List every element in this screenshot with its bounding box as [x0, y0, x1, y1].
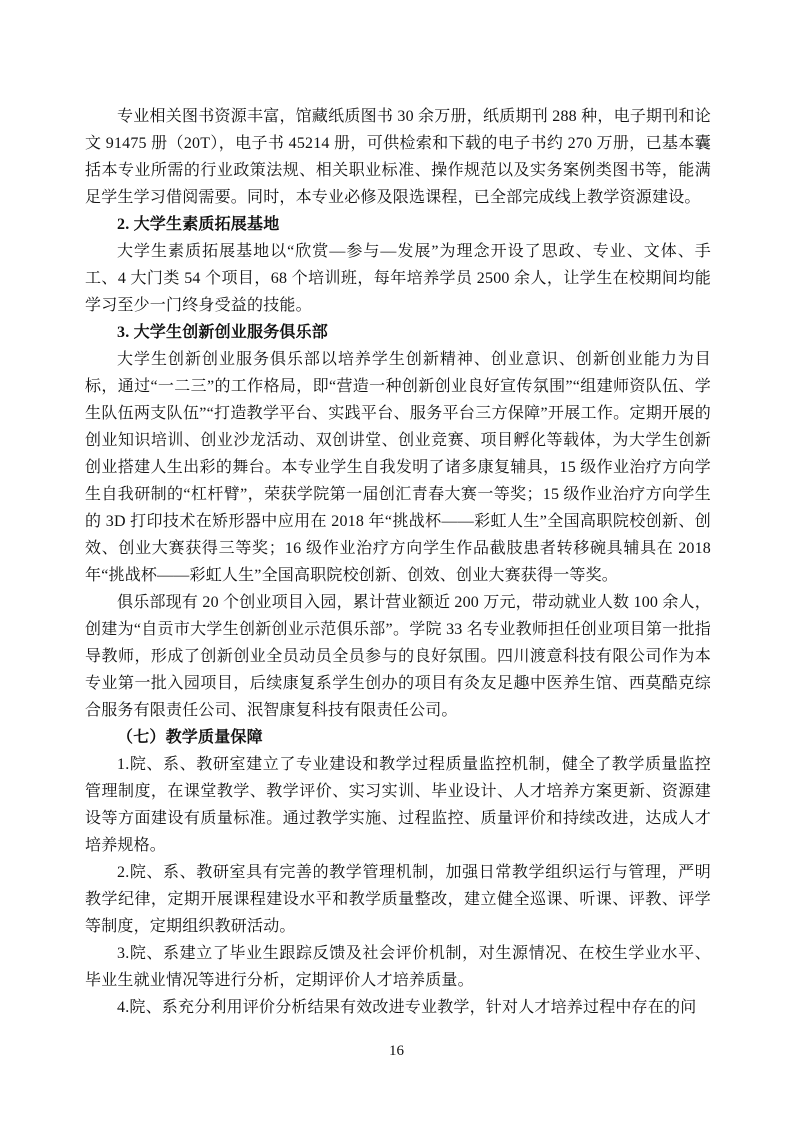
body-paragraph: 大学生创新创业服务俱乐部以培养学生创新精神、创业意识、创新创业能力为目标，通过“一二三”的工作格局，即“营造一种创新创业良好宣传氛围”“组建师资队伍、学生队伍两支队伍”“打造教学平台、实践平台、服务平台三方保障”开展工作。定期开展的创业知识培训、创业沙龙活动、双创讲堂、创业竞赛、项目孵化等载体，为大学生创新创业搭建人生出彩的舞台。本专业学生自我发明了诸多康复辅具，15 级作业治疗方向学生自我研制的“杠杆臂”，荣获学院第一届创汇青春大赛一等奖；15 级作业治疗方向学生的 3D 打印技术在矫形器中应用在 2018 年“挑战杯——彩虹人生”全国高职院校创新、创效、创业大赛获得三等奖；16 级作业治疗方向学生作品截肢患者转移碗具辅具在 2018 年“挑战杯——彩虹人生”全国高职院校创新、创效、创业大赛获得一等奖。 — [85, 351, 711, 584]
page-number: 16 — [389, 1043, 404, 1059]
body-paragraph: 1.院、系、教研室建立了专业建设和教学过程质量监控机制，健全了教学质量监控管理制度，在课堂教学、教学评价、实习实训、毕业设计、人才培养方案更新、资源建设等方面建设有质量标准。通过教学实施、过程监控、质量评价和持续改进，达成人才培养规格。 — [85, 756, 711, 854]
body-paragraph: 专业相关图书资源丰富，馆藏纸质图书 30 余万册，纸质期刊 288 种，电子期刊和论文 91475 册（20T），电子书 45214 册，可供检索和下载的电子书约 270 万册，已基本囊括本专业所需的行业政策法规、相关职业标准、操作规范以及实务案例类图书等，能满足学生学习借阅需要。同时，本专业必修及限选课程，已全部完成线上教学资源建设。 — [85, 108, 711, 206]
section-heading: （七）教学质量保障 — [117, 729, 263, 746]
body-paragraph: 俱乐部现有 20 个创业项目入园，累计营业额近 200 万元，带动就业人数 100 余人，创建为“自贡市大学生创新创业示范俱乐部”。学院 33 名专业教师担任创业项目第一批指导教师，形成了创新创业全员动员全员参与的良好氛围。四川渡意科技有限公司作为本专业第一批入园项目，后续康复系学生创办的项目有灸友足趣中医养生馆、西莫酷克综合服务有限责任公司、泯智康复科技有限责任公司。 — [85, 594, 711, 719]
body-paragraph: 3.院、系建立了毕业生跟踪反馈及社会评价机制，对生源情况、在校生学业水平、毕业生就业情况等进行分析，定期评价人才培养质量。 — [85, 945, 711, 989]
body-paragraph: 4.院、系充分利用评价分析结果有效改进专业教学，针对人才培养过程中存在的问 — [117, 999, 697, 1016]
body-paragraph: 大学生素质拓展基地以“欣赏—参与—发展”为理念开设了思政、专业、文体、手工、4 大门类 54 个项目，68 个培训班，每年培养学员 2500 余人，让学生在校期间均能学习至少一门终身受益的技能。 — [85, 243, 711, 314]
section-heading: 3. 大学生创新创业服务俱乐部 — [117, 324, 329, 341]
body-paragraph: 2.院、系、教研室具有完善的教学管理机制，加强日常教学组织运行与管理，严明教学纪律，定期开展课程建设水平和教学质量整改，建立健全巡课、听课、评教、评学等制度，定期组织教研活动。 — [85, 864, 711, 935]
section-heading: 2. 大学生素质拓展基地 — [117, 216, 280, 233]
document-body — [85, 103, 711, 1021]
